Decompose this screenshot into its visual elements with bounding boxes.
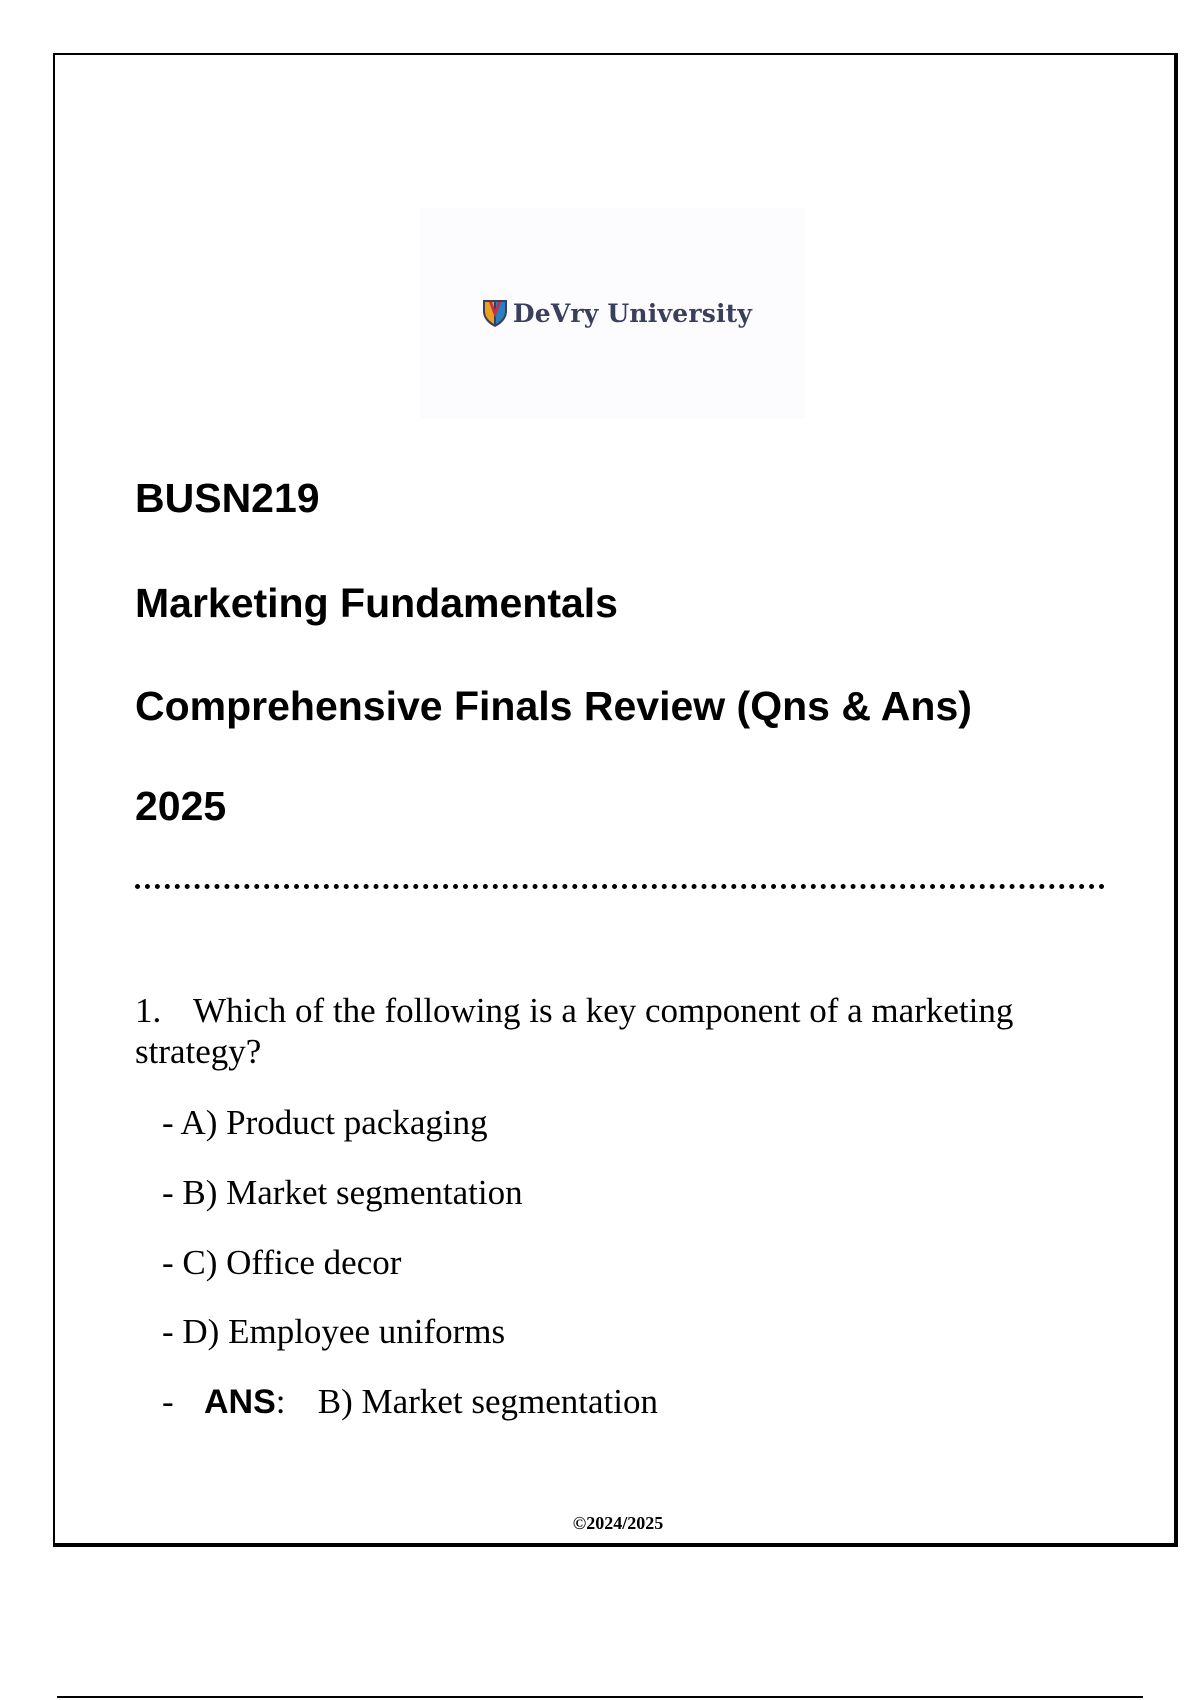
logo-area	[420, 208, 805, 418]
option-d: - D) Employee uniforms	[162, 1312, 506, 1351]
footer-rule	[57, 1696, 1143, 1698]
question-text: Which of the following is a key component of a marketing strategy?	[135, 991, 1014, 1071]
review-title: Comprehensive Finals Review (Qns & Ans)	[135, 683, 972, 729]
answer-label: ANS	[204, 1383, 276, 1421]
devry-shield-icon	[481, 298, 509, 328]
course-title: Marketing Fundamentals	[135, 580, 618, 626]
question-number: 1.	[135, 991, 162, 1030]
year-heading: 2025	[135, 783, 227, 829]
university-logo	[481, 298, 752, 328]
course-code: BUSN219	[135, 475, 320, 521]
dotted-divider	[135, 884, 1105, 889]
answer-colon: :	[275, 1382, 286, 1421]
answer-dash: -	[162, 1382, 174, 1421]
answer-text: B) Market segmentation	[317, 1382, 658, 1421]
copyright-notice: ©2024/2025	[572, 1513, 664, 1533]
logo-text: DeVry University	[512, 298, 753, 328]
option-b: - B) Market segmentation	[162, 1173, 523, 1212]
option-c: - C) Office decor	[162, 1243, 402, 1282]
option-a: - A) Product packaging	[162, 1103, 488, 1142]
answer-line	[162, 1384, 658, 1419]
question-1	[135, 990, 1085, 1072]
